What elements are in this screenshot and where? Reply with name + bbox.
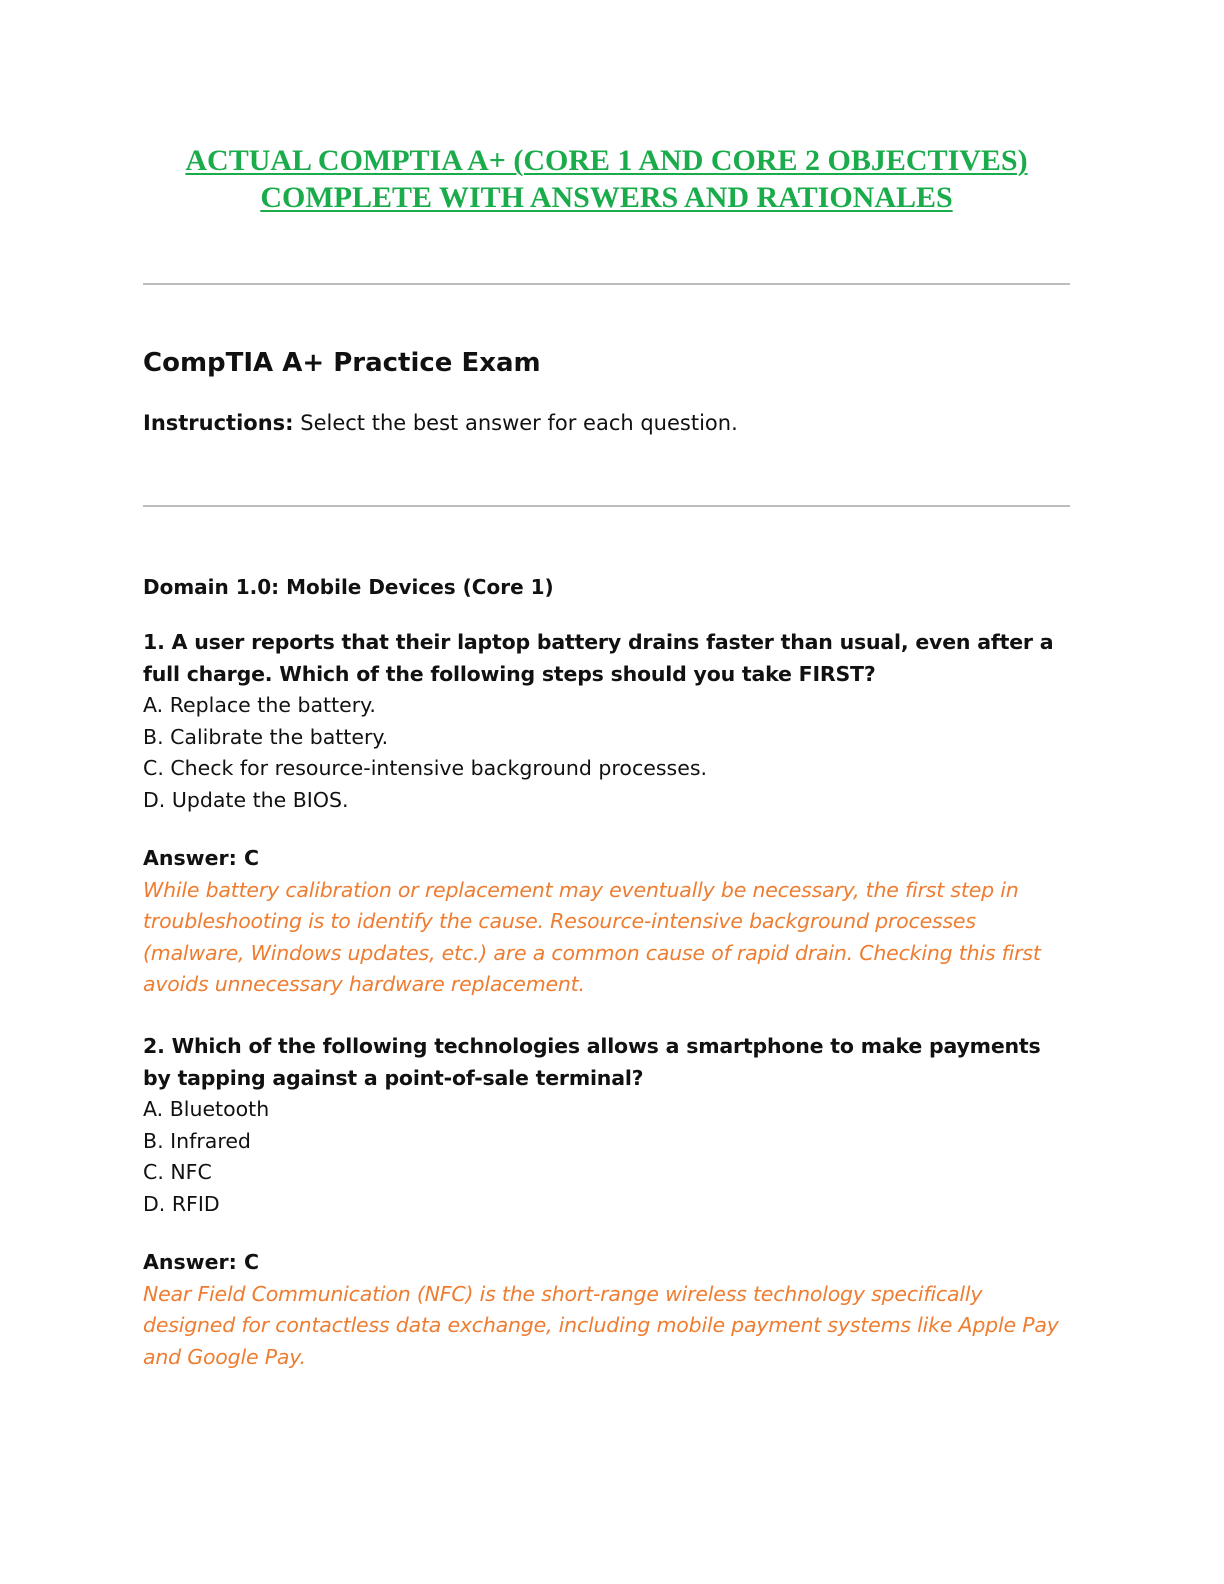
answer-label: Answer: C [143, 1250, 259, 1274]
question-2 [143, 1031, 1070, 1373]
divider-top [143, 283, 1070, 285]
answer-rationale: Near Field Communication (NFC) is the short-range wireless technology specifically designed for contactless data exchange, including mobile payment systems like Apple Pay and Google Pay. [143, 1281, 1059, 1369]
document-title [143, 142, 1070, 216]
answer-option-c: C. Check for resource-intensive background processes. [143, 756, 708, 780]
answer-label: Answer: C [143, 846, 259, 870]
instructions-label: Instructions: [143, 411, 294, 435]
instructions-text: Select the best answer for each question. [293, 411, 738, 435]
domain-heading: Domain 1.0: Mobile Devices (Core 1) [143, 575, 554, 599]
exam-title: CompTIA A+ Practice Exam [143, 348, 541, 378]
answer-option-d: D. RFID [143, 1191, 220, 1216]
instructions [143, 408, 738, 439]
divider-middle [143, 505, 1070, 507]
document-title-line-2: COMPLETE WITH ANSWERS AND RATIONALES [260, 181, 953, 214]
answer-option-c: C. NFC [143, 1160, 212, 1184]
question-text: 1. A user reports that their laptop battery drains faster than usual, even after a full charge. Which of the following steps should you take FIRST? [143, 630, 1054, 686]
answer-option-b: B. Infrared [143, 1128, 251, 1153]
question-text: 2. Which of the following technologies allows a smartphone to make payments by tapping against a point-of-sale terminal? [143, 1034, 1041, 1090]
answer-option-d: D. Update the BIOS. [143, 787, 349, 812]
answer-option-a: A. Bluetooth [143, 1097, 270, 1121]
answer-rationale: While battery calibration or replacement may eventually be necessary, the first step in troubleshooting is to identify the cause. Resource-intensive background processes (malware, Windows updates, etc.) are a common cause of rapid drain. Checking this first avoids unnecessary hardware replacement. [143, 877, 1041, 996]
question-1 [143, 627, 1070, 1001]
answer-option-a: A. Replace the battery. [143, 693, 376, 717]
document-title-line-1: ACTUAL COMPTIA A+ (CORE 1 AND CORE 2 OBJECTIVES) [185, 144, 1028, 177]
answer-option-b: B. Calibrate the battery. [143, 724, 389, 749]
